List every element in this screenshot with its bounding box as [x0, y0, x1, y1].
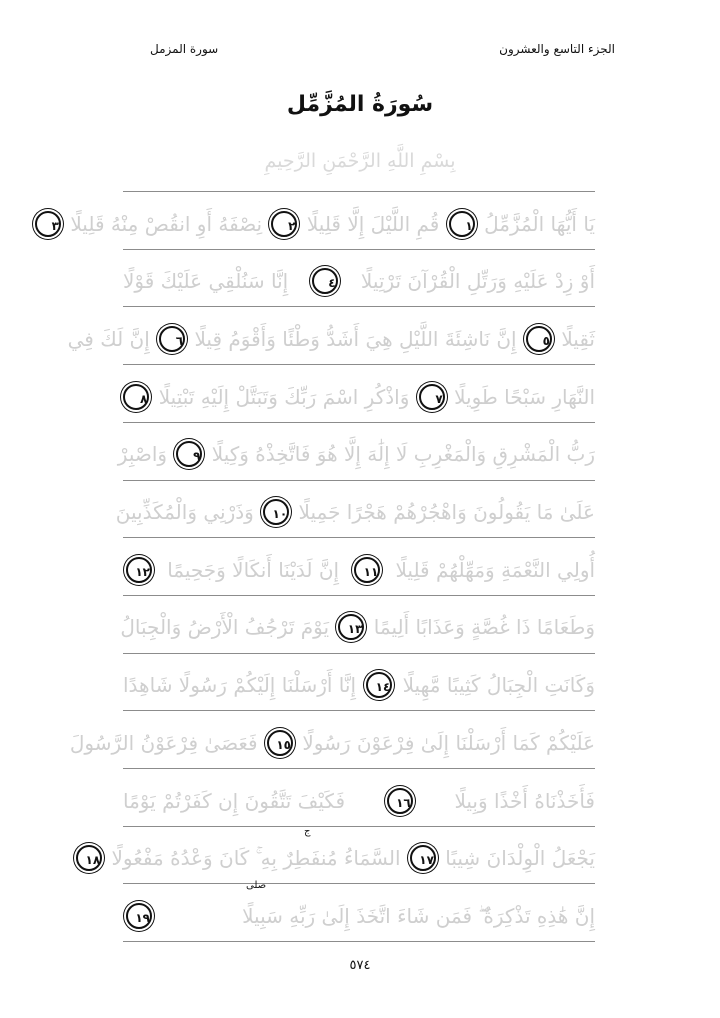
verse-line	[117, 422, 595, 480]
verse-line	[123, 883, 595, 941]
verse-line-text	[123, 548, 595, 588]
verse-text-segment: إِنَّ هَٰذِهِ تَذْكِرَةٌ ۖ فَمَن شَاءَ اتَّخَذَ إِلَىٰ رَبِّهِ سَبِيلًا	[242, 903, 595, 928]
verse-text-segment: فَعَصَىٰ فِرْعَوْنُ الرَّسُولَ	[69, 730, 258, 755]
verse-line-text	[117, 433, 595, 473]
verse-text-segment: النَّهَارِ سَبْحًا طَوِيلًا	[454, 384, 595, 409]
verse-text-segment: فَأَخَذْنَاهُ أَخْذًا وَبِيلًا	[454, 788, 595, 813]
ayah-number-marker: ١٨	[76, 845, 102, 871]
verse-line-text	[123, 894, 595, 934]
ayah-number-marker: ٥	[526, 326, 552, 352]
verse-line	[85, 826, 595, 884]
verse-line	[120, 595, 595, 653]
page-number: ٥٧٤	[349, 958, 371, 973]
verse-text-segment: يَجْعَلُ الْوِلْدَانَ شِيبًا	[445, 846, 595, 871]
verse-text-segment: السَّمَاءُ مُنفَطِرٌ بِهِ ۚ كَانَ وَعْدُهُ مَفْعُولًا	[111, 846, 401, 871]
verse-line	[67, 306, 595, 364]
verse-line	[69, 710, 595, 768]
verse-text-segment: إِنَّ لَدَيْنَا أَنكَالًا وَجَحِيمًا	[167, 557, 340, 582]
verse-line-text	[123, 375, 595, 415]
verse-text-segment: إِنَّ لَكَ فِي	[67, 326, 150, 351]
verse-text-segment: رَبُّ الْمَشْرِقِ وَالْمَغْرِبِ لَا إِلَٰهَ إِلَّا هُوَ فَاتَّخِذْهُ وَكِيلًا	[211, 442, 595, 467]
verse-line-text	[85, 837, 595, 877]
ayah-number-marker: ١٦	[387, 788, 413, 814]
verse-text-segment: يَوْمَ تَرْجُفُ الْأَرْضُ وَالْجِبَالُ	[120, 615, 330, 640]
ayah-number-marker: ١٠	[263, 499, 289, 525]
verse-text-segment: وَاصْبِرْ	[117, 442, 168, 467]
verse-text-segment: أُولِي النَّعْمَةِ وَمَهِّلْهُمْ قَلِيلًا	[395, 557, 596, 582]
verse-text-segment: وَاذْكُرِ اسْمَ رَبِّكَ وَتَبَتَّلْ إِلَيْهِ تَبْتِيلًا	[158, 384, 410, 409]
verse-line-text	[123, 779, 595, 819]
ayah-number-marker: ١١	[354, 557, 380, 583]
verse-text-segment: فَكَيْفَ تَتَّقُونَ إِن كَفَرْتُمْ يَوْمًا	[123, 788, 346, 813]
ayah-number-marker: ٣	[35, 211, 61, 237]
ayah-number-marker: ٧	[419, 384, 445, 410]
ayah-number-marker: ١٢	[126, 557, 152, 583]
verse-line	[123, 364, 595, 422]
ayah-number-marker: ٨	[123, 384, 149, 410]
verse-text-segment: وَكَانَتِ الْجِبَالُ كَثِيبًا مَّهِيلًا	[402, 673, 595, 698]
surah-header-label: سورة المزمل	[150, 42, 219, 56]
verse-line	[115, 480, 595, 538]
ayah-number-marker: ١	[449, 211, 475, 237]
ayah-number-marker: ١٤	[366, 672, 392, 698]
surah-title: سُورَةُ المُزَّمِّل	[286, 92, 434, 117]
ayah-number-marker: ٦	[159, 326, 185, 352]
juz-label: الجزء التاسع والعشرون	[499, 42, 615, 56]
verse-text-segment: أَوْ زِدْ عَلَيْهِ وَرَتِّلِ الْقُرْآنَ تَرْتِيلًا	[360, 269, 596, 294]
verse-line	[123, 653, 595, 711]
bottom-rule	[123, 941, 595, 942]
verse-text-segment: إِنَّا أَرْسَلْنَا إِلَيْكُمْ رَسُولًا شَاهِدًا	[123, 673, 357, 698]
verse-line-text	[120, 606, 595, 646]
verse-line-text	[123, 260, 595, 300]
verse-line	[123, 537, 595, 595]
verse-text-segment: ثَقِيلًا	[561, 326, 595, 351]
verse-text-segment: إِنَّ نَاشِئَةَ اللَّيْلِ هِيَ أَشَدُّ وَطْئًا وَأَقْوَمُ قِيلًا	[194, 326, 517, 351]
verse-line	[123, 249, 595, 307]
verse-line-text	[123, 664, 595, 704]
verse-text-segment: عَلَيْكُمْ كَمَا أَرْسَلْنَا إِلَىٰ فِرْعَوْنَ رَسُولًا	[302, 730, 595, 755]
ayah-number-marker: ٤	[312, 268, 338, 294]
ayah-number-marker: ١٣	[338, 614, 364, 640]
basmala: بِسْمِ اللَّهِ الرَّحْمَنِ الرَّحِيمِ	[264, 150, 456, 172]
running-header	[150, 42, 615, 64]
verse-line-text	[51, 202, 595, 242]
verse-text-segment: يَا أَيُّهَا الْمُزَّمِّلُ	[484, 211, 595, 236]
verse-text-segment: عَلَىٰ مَا يَقُولُونَ وَاهْجُرْهُمْ هَجْرًا جَمِيلًا	[298, 500, 595, 524]
ayah-number-marker: ١٩	[126, 903, 152, 929]
verse-line	[51, 191, 595, 249]
verse-text-segment: وَذَرْنِي وَالْمُكَذِّبِينَ	[115, 500, 254, 524]
verse-line-text	[115, 491, 595, 531]
ayah-number-marker: ١٥	[267, 730, 293, 756]
pause-mark-sala: صلى	[246, 880, 267, 891]
pause-mark-jeem: ج	[304, 826, 311, 837]
verse-text-segment: وَطَعَامًا ذَا غُصَّةٍ وَعَذَابًا أَلِيمًا	[373, 615, 595, 640]
ayah-number-marker: ٢	[271, 211, 297, 237]
ayah-number-marker: ٩	[176, 441, 202, 467]
ayah-number-marker: ١٧	[410, 845, 436, 871]
verse-line-text	[67, 317, 595, 357]
verse-line-text	[69, 721, 595, 761]
verse-text-segment: نِصْفَهُ أَوِ انقُصْ مِنْهُ قَلِيلًا	[70, 211, 263, 236]
verse-text-segment: إِنَّا سَنُلْقِي عَلَيْكَ قَوْلًا	[123, 269, 289, 294]
verse-text-segment: قُمِ اللَّيْلَ إِلَّا قَلِيلًا	[306, 211, 440, 236]
verse-line	[123, 768, 595, 826]
